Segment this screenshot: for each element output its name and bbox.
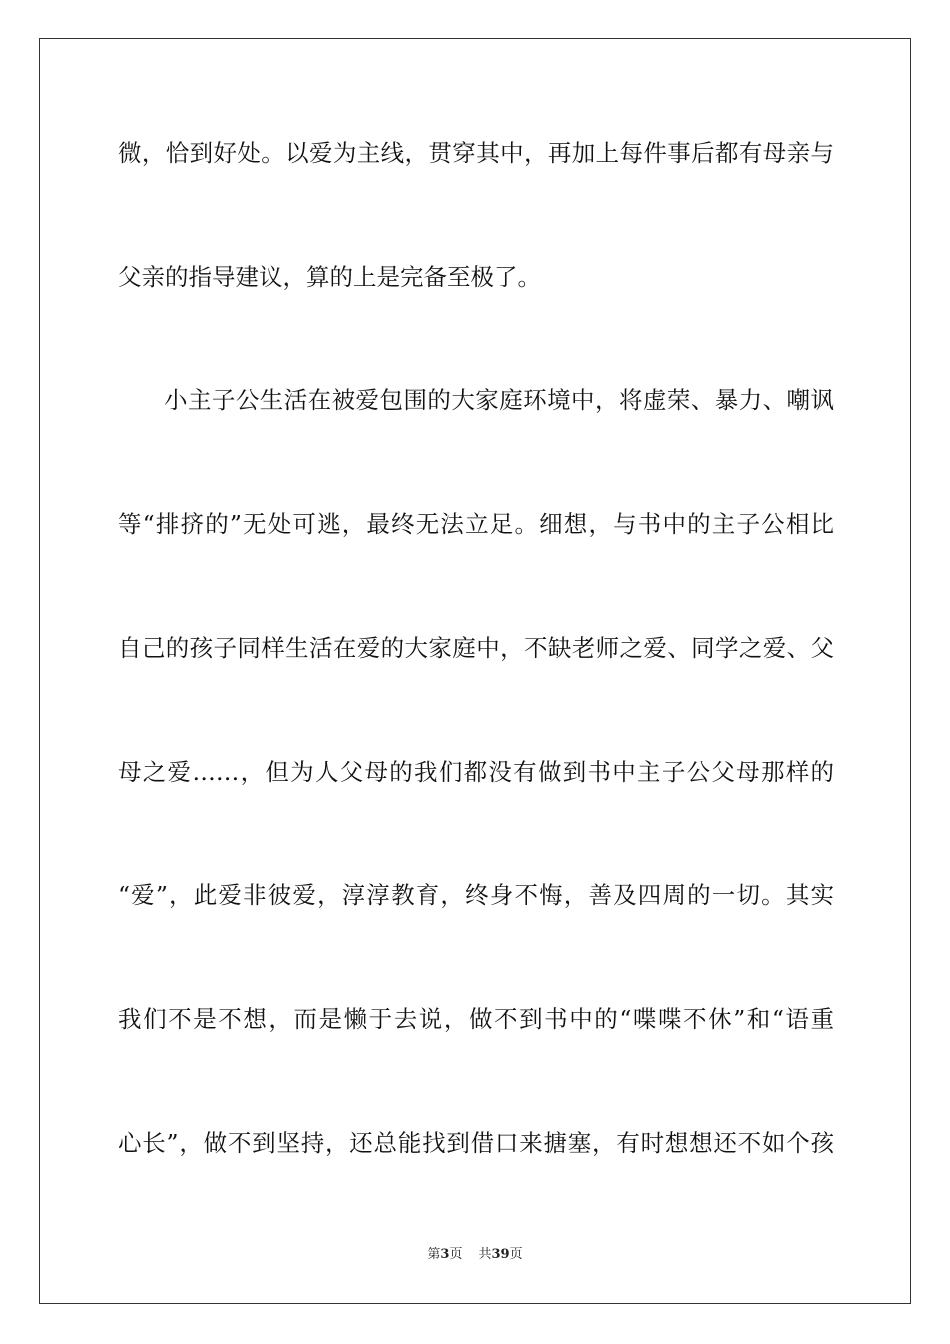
page-footer (0, 1246, 950, 1264)
page-prefix: 第 (427, 1247, 441, 1262)
text-line-5: 自己的孩子同样生活在爱的大家庭中，不缺老师之爱、同学之爱、父 (118, 634, 834, 662)
total-prefix: 共 (478, 1247, 492, 1262)
text-line-7: “爱”，此爱非彼爱，淳淳教育，终身不悔，善及四周的一切。其实 (118, 881, 834, 909)
text-line-6: 母之爱……，但为人父母的我们都没有做到书中主子公父母那样的 (118, 758, 834, 786)
text-line-3: 小主子公生活在被爱包围的大家庭环境中，将虚荣、暴力、嘲讽 (164, 386, 834, 414)
text-line-9: 心长”，做不到坚持，还总能找到借口来搪塞，有时想想还不如个孩 (118, 1129, 834, 1157)
text-line-8: 我们不是不想，而是懒于去说，做不到书中的“喋喋不休”和“语重 (118, 1005, 834, 1033)
text-line-4: 等“排挤的”无处可逃，最终无法立足。细想，与书中的主子公相比 (118, 510, 834, 538)
text-line-1: 微，恰到好处。以爱为主线，贯穿其中，再加上每件事后都有母亲与 (118, 139, 834, 167)
total-suffix: 页 (509, 1247, 523, 1262)
page-suffix: 页 (449, 1247, 463, 1262)
page-number: 3 (440, 1247, 450, 1262)
total-pages: 39 (491, 1247, 510, 1262)
text-line-2: 父亲的指导建议，算的上是完备至极了。 (118, 263, 541, 291)
page-border (39, 38, 911, 1304)
